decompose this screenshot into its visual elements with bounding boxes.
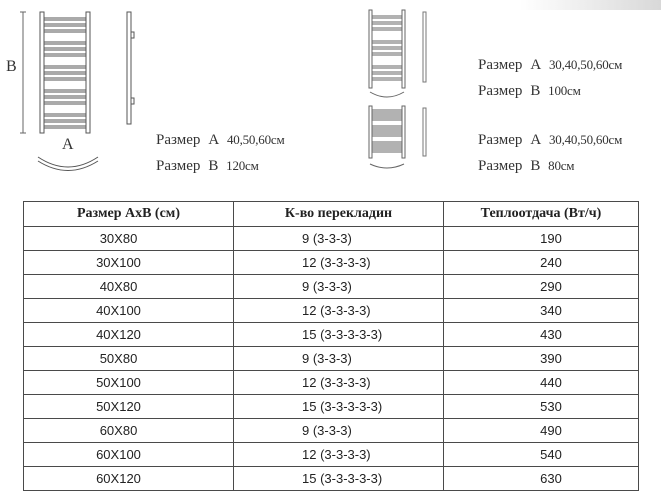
cell-size: 40X120 [24, 323, 234, 347]
spec-a-label: Размер [156, 132, 201, 148]
spec-a-letter: A [208, 132, 220, 148]
spec-b-letter: B [530, 158, 541, 174]
crossbar [372, 130, 402, 132]
cell-crossbars: 15 (3-3-3-3-3) [234, 395, 444, 419]
crossbar [372, 150, 402, 152]
table-row [24, 347, 639, 371]
table-row [24, 275, 639, 299]
spec-b-label: Размер [478, 158, 523, 174]
table-row [24, 323, 639, 347]
cell-heat-output: 190 [444, 227, 639, 251]
crossbar [44, 54, 86, 56]
crossbar [372, 16, 402, 18]
spec-b-letter: B [208, 158, 219, 174]
cell-size: 60X80 [24, 419, 234, 443]
cell-size: 60X120 [24, 467, 234, 491]
cell-crossbars: 12 (3-3-3-3) [234, 299, 444, 323]
crossbar [44, 48, 86, 50]
crossbar [44, 30, 86, 32]
towel-rail-100-front-view [368, 10, 408, 90]
crossbar [44, 78, 86, 80]
spec-b-label: Размер [156, 158, 201, 174]
crossbar [372, 146, 402, 148]
spec-b-value: 120см [226, 158, 259, 173]
crossbar [372, 134, 402, 136]
towel-rail-120-side-view [124, 12, 136, 124]
cell-heat-output: 390 [444, 347, 639, 371]
crossbar [372, 28, 402, 30]
crossbar [44, 120, 86, 122]
table-row [24, 443, 639, 467]
cell-heat-output: 530 [444, 395, 639, 419]
spec-a-letter: A [530, 57, 542, 73]
crossbar [44, 102, 86, 104]
crossbar [372, 47, 402, 49]
spec-a-value: 40,50,60см [226, 132, 285, 147]
crossbar [44, 18, 86, 20]
crossbar [372, 53, 402, 55]
table-row [24, 467, 639, 491]
towel-rail-80-side-view [421, 108, 431, 158]
crossbar [372, 118, 402, 120]
table-row [24, 371, 639, 395]
cell-crossbars: 15 (3-3-3-3-3) [234, 323, 444, 347]
cell-size: 50X80 [24, 347, 234, 371]
table-header-row [24, 202, 639, 227]
table-row [24, 227, 639, 251]
table-row [24, 251, 639, 275]
cell-heat-output: 630 [444, 467, 639, 491]
spec-a-label: Размер [478, 132, 523, 148]
cell-heat-output: 540 [444, 443, 639, 467]
crossbar [372, 41, 402, 43]
crossbar [44, 72, 86, 74]
spec-block-100 [478, 52, 622, 104]
crossbar [372, 78, 402, 80]
crossbar [372, 22, 402, 24]
cell-size: 60X100 [24, 443, 234, 467]
spec-block-120 [156, 127, 284, 179]
crossbar [372, 142, 402, 144]
cell-heat-output: 240 [444, 251, 639, 275]
spec-b-letter: B [530, 83, 541, 99]
crossbar [44, 90, 86, 92]
spec-b-label: Размер [478, 83, 523, 99]
column-header-heat-output: Теплоотдача (Вт/ч) [444, 202, 639, 227]
column-header-size: Размер AxB (см) [24, 202, 234, 227]
cell-crossbars: 9 (3-3-3) [234, 347, 444, 371]
crossbar [372, 72, 402, 74]
crossbar [44, 126, 86, 128]
table-row [24, 395, 639, 419]
cell-crossbars: 9 (3-3-3) [234, 227, 444, 251]
cell-heat-output: 440 [444, 371, 639, 395]
dimension-b-label: B [6, 58, 17, 75]
crossbar [44, 114, 86, 116]
crossbar [372, 114, 402, 116]
cell-heat-output: 430 [444, 323, 639, 347]
crossbar [44, 66, 86, 68]
column-header-crossbars: К-во перекладин [234, 202, 444, 227]
top-edge-shadow [520, 0, 661, 10]
cell-size: 30X80 [24, 227, 234, 251]
cell-size: 50X100 [24, 371, 234, 395]
specs-table [23, 201, 639, 491]
cell-crossbars: 9 (3-3-3) [234, 275, 444, 299]
crossbar [44, 96, 86, 98]
towel-rail-100-side-view [421, 12, 431, 82]
cell-size: 40X80 [24, 275, 234, 299]
crossbar [44, 42, 86, 44]
spec-b-value: 80см [548, 158, 575, 173]
cell-crossbars: 15 (3-3-3-3-3) [234, 467, 444, 491]
spec-b-value: 100см [548, 83, 581, 98]
towel-rail-120-front-view [20, 10, 100, 135]
table-row [24, 299, 639, 323]
cell-crossbars: 12 (3-3-3-3) [234, 371, 444, 395]
cell-crossbars: 12 (3-3-3-3) [234, 443, 444, 467]
crossbar [372, 126, 402, 128]
cell-heat-output: 290 [444, 275, 639, 299]
spec-a-value: 30,40,50,60см [548, 57, 623, 72]
cell-size: 40X100 [24, 299, 234, 323]
cell-size: 30X100 [24, 251, 234, 275]
spec-a-label: Размер [478, 57, 523, 73]
towel-rail-width-arc [36, 155, 100, 177]
cell-crossbars: 12 (3-3-3-3) [234, 251, 444, 275]
crossbar [372, 66, 402, 68]
spec-block-80 [478, 127, 622, 179]
cell-size: 50X120 [24, 395, 234, 419]
crossbar [44, 24, 86, 26]
spec-a-value: 30,40,50,60см [548, 132, 623, 147]
dimension-a-label: A [62, 136, 74, 153]
spec-a-letter: A [530, 132, 542, 148]
table-row [24, 419, 639, 443]
cell-crossbars: 9 (3-3-3) [234, 419, 444, 443]
towel-rail-80-front-view [368, 106, 408, 166]
cell-heat-output: 490 [444, 419, 639, 443]
cell-heat-output: 340 [444, 299, 639, 323]
crossbar [372, 110, 402, 112]
